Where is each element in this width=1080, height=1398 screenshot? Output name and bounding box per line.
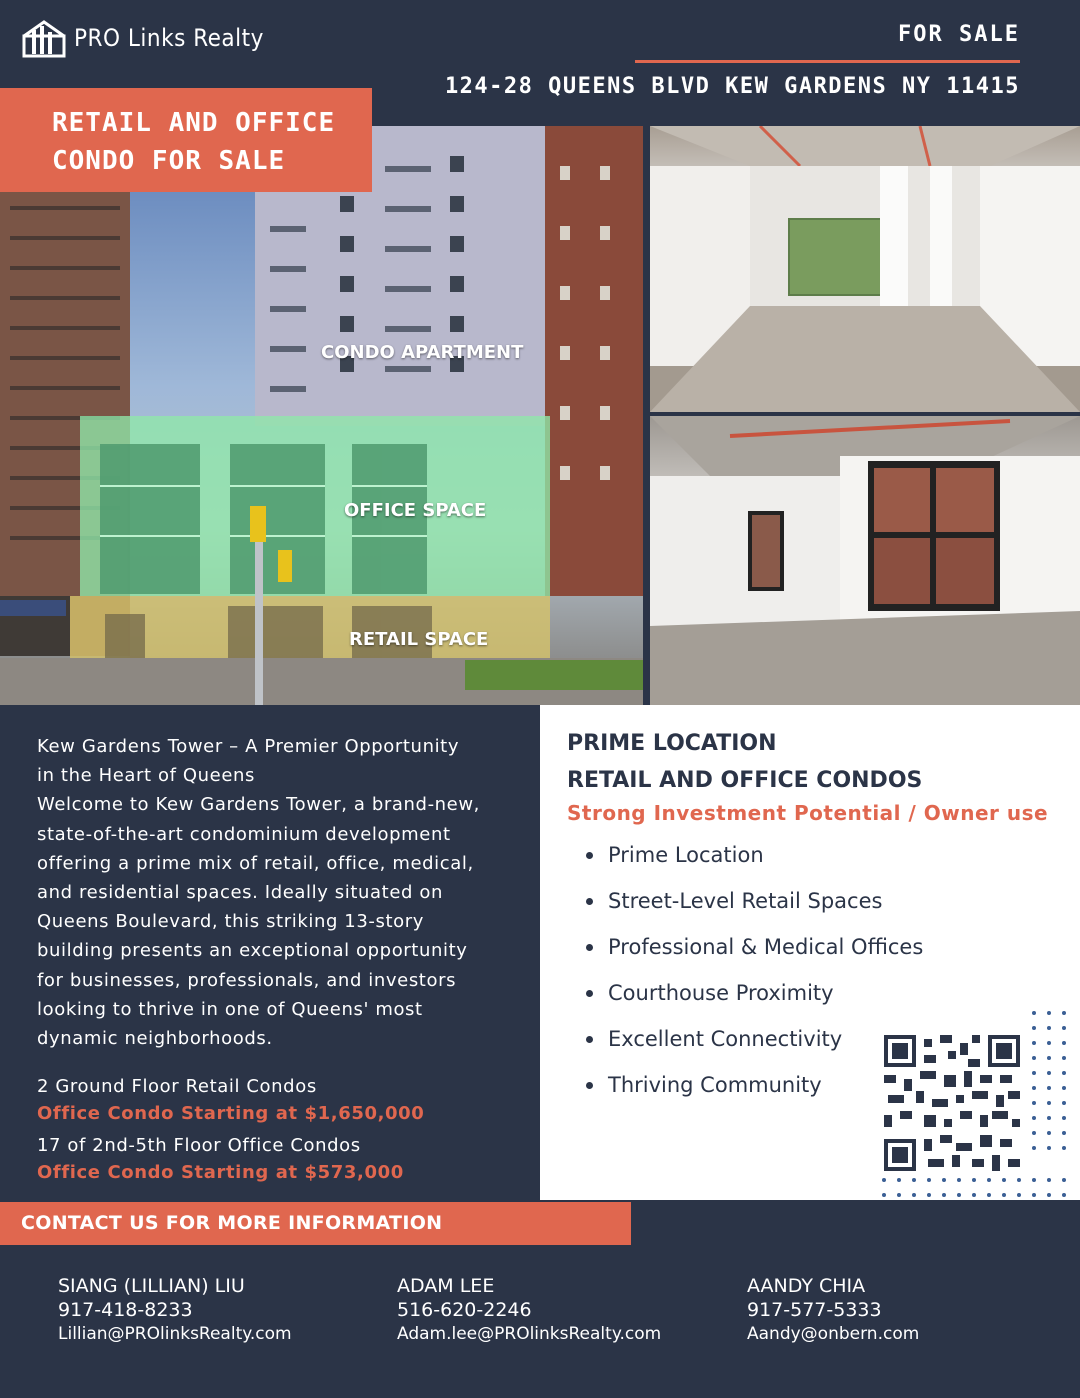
property-address: 124-28 QUEENS BLVD KEW GARDENS NY 11415 [444, 74, 1020, 99]
list-item: Excellent Connectivity [586, 1025, 923, 1071]
list-item: Courthouse Proximity [586, 979, 923, 1025]
description-line: looking to thrive in one of Queens' most [37, 998, 423, 1020]
banner-line-1: RETAIL AND OFFICE [52, 108, 336, 138]
description-line: Welcome to Kew Gardens Tower, a brand-new, [37, 794, 480, 816]
description-line: Kew Gardens Tower – A Premier Opportunity [37, 736, 460, 757]
list-item: Street-Level Retail Spaces [586, 887, 923, 933]
office-space-label: OFFICE SPACE [344, 500, 487, 521]
description-line: dynamic neighborhoods. [37, 1028, 273, 1050]
offer-retail-price: Office Condo Starting at $1,650,000 [37, 1103, 425, 1124]
contact-card-aandy [747, 1274, 919, 1346]
interior-photo-office [650, 126, 1080, 412]
contact-phone[interactable]: 917-577-5333 [747, 1299, 882, 1321]
contact-email[interactable]: Lillian@PROlinksRealty.com [58, 1324, 292, 1344]
decorative-dot-pattern [874, 1005, 1080, 1200]
description-line: building presents an exceptional opportunity [37, 940, 468, 962]
contact-email[interactable]: Aandy@onbern.com [747, 1324, 920, 1344]
list-item: Thriving Community [586, 1071, 923, 1117]
highlights-list [586, 841, 923, 1117]
building-illustration [0, 126, 643, 705]
contact-card-lillian [58, 1274, 292, 1346]
condo-apartment-label: CONDO APARTMENT [321, 342, 524, 363]
retail-space-label: RETAIL SPACE [349, 629, 489, 650]
building-logo-icon [22, 18, 66, 58]
offer-office-price: Office Condo Starting at $573,000 [37, 1162, 404, 1183]
highlights-title-1: PRIME LOCATION [567, 731, 777, 756]
contact-name: ADAM LEE [397, 1275, 495, 1297]
contact-name: AANDY CHIA [747, 1275, 866, 1297]
contact-email[interactable]: Adam.lee@PROlinksRealty.com [397, 1324, 662, 1344]
offer-retail-label: 2 Ground Floor Retail Condos [37, 1076, 317, 1097]
for-sale-label: FOR SALE [898, 22, 1020, 47]
contact-card-adam [397, 1274, 661, 1346]
contact-phone[interactable]: 516-620-2246 [397, 1299, 532, 1321]
brand-name: PRO Links Realty [74, 24, 264, 52]
interior-photo-windows [650, 416, 1080, 705]
property-description [37, 732, 507, 1053]
contact-phone[interactable]: 917-418-8233 [58, 1299, 193, 1321]
contact-name: SIANG (LILLIAN) LIU [58, 1275, 245, 1297]
description-line: and residential spaces. Ideally situated on [37, 882, 443, 904]
highlights-panel [540, 705, 1080, 1200]
header-divider [635, 60, 1020, 63]
highlights-subtitle: Strong Investment Potential / Owner use [567, 801, 1049, 825]
contact-heading: CONTACT US FOR MORE INFORMATION [21, 1212, 443, 1234]
contact-banner [0, 1202, 631, 1245]
list-item: Prime Location [586, 841, 923, 887]
list-item: Professional & Medical Offices [586, 933, 923, 979]
offer-office-label: 17 of 2nd-5th Floor Office Condos [37, 1135, 361, 1156]
banner-line-2: CONDO FOR SALE [52, 146, 286, 176]
description-line: state-of-the-art condominium development [37, 823, 451, 845]
building-exterior-photo [0, 126, 643, 705]
description-line: in the Heart of Queens [37, 765, 255, 787]
retail-office-banner [0, 88, 372, 192]
brand-logo [22, 18, 264, 58]
description-line: offering a prime mix of retail, office, medical, [37, 852, 474, 874]
highlights-title-2: RETAIL AND OFFICE CONDOS [567, 768, 923, 793]
description-line: Queens Boulevard, this striking 13-story [37, 911, 424, 933]
description-line: for businesses, professionals, and investors [37, 969, 457, 991]
